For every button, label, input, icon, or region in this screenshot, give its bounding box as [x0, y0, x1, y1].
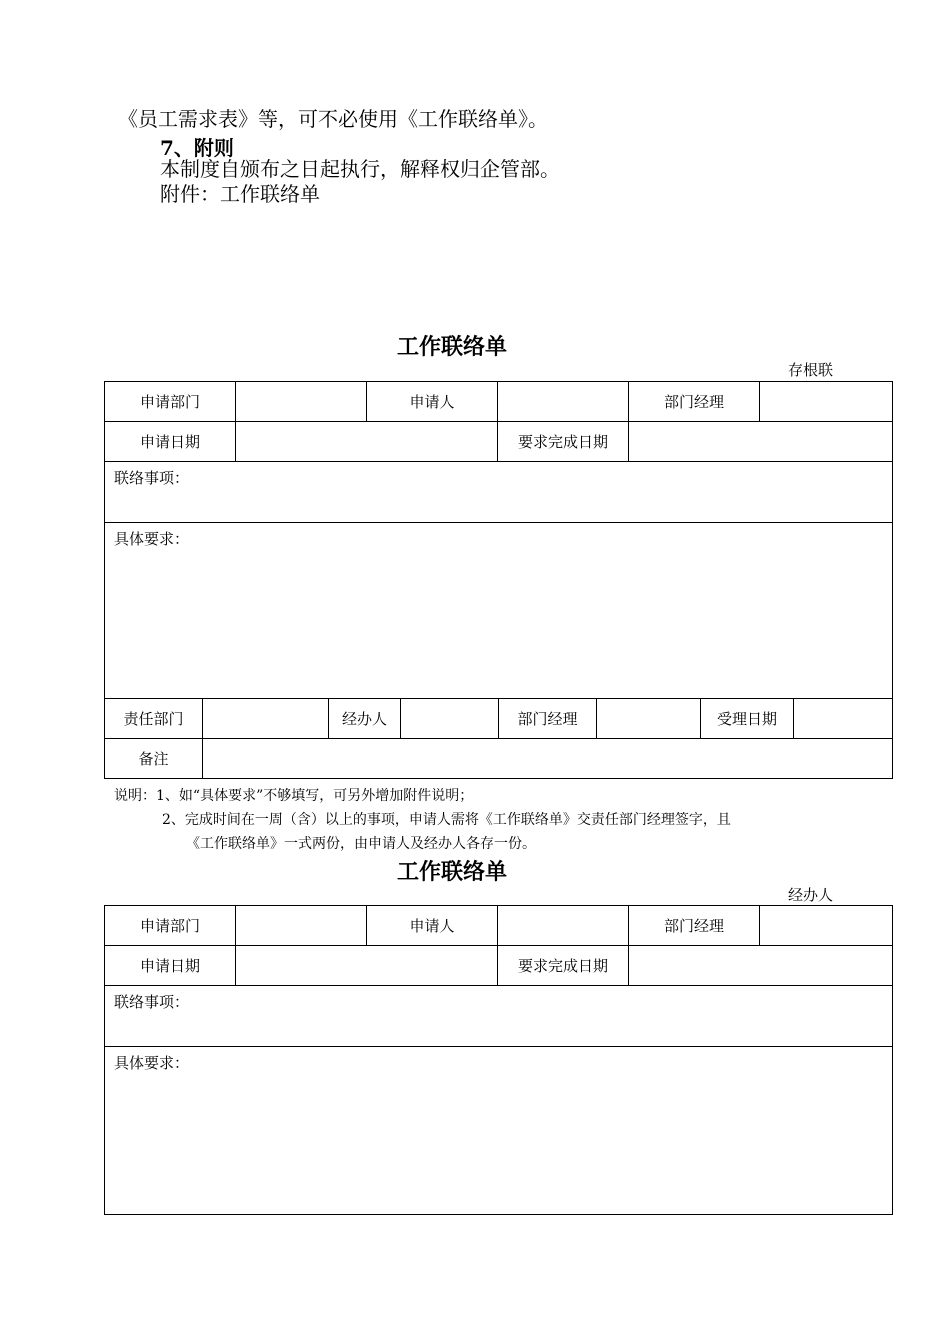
form2-table [104, 905, 893, 1215]
form2-title: 工作联络单 [397, 859, 508, 885]
form1-table-top [104, 381, 893, 699]
field-dept-manager[interactable] [760, 382, 893, 422]
form2-row-applicant [105, 906, 893, 946]
field-apply-date[interactable] [236, 422, 498, 462]
form1-row-liaison [105, 462, 893, 523]
field-apply-dept[interactable] [236, 382, 367, 422]
label-resp-dept: 责任部门 [105, 699, 203, 739]
section-heading: 7、附则 [160, 136, 234, 160]
label-detail-requirements: 具体要求： [114, 1054, 190, 1072]
field-detail-requirements[interactable] [105, 1047, 893, 1215]
field-handler[interactable] [401, 699, 499, 739]
form1-table-bottom [104, 698, 893, 779]
form1-title: 工作联络单 [397, 334, 508, 360]
field-remark[interactable] [203, 739, 893, 779]
label-apply-date: 申请日期 [105, 422, 236, 462]
field-apply-date[interactable] [236, 946, 498, 986]
field-due-date[interactable] [629, 422, 893, 462]
field-dept-manager[interactable] [760, 906, 893, 946]
form1-copy-label: 存根联 [788, 361, 834, 379]
label-applicant: 申请人 [367, 382, 498, 422]
field-accept-date[interactable] [794, 699, 893, 739]
field-detail-requirements[interactable] [105, 523, 893, 699]
label-remark: 备注 [105, 739, 203, 779]
field-due-date[interactable] [629, 946, 893, 986]
label-apply-dept: 申请部门 [105, 382, 236, 422]
form1-row-remark [105, 739, 893, 779]
form2-row-detail [105, 1047, 893, 1215]
label-due-date: 要求完成日期 [498, 946, 629, 986]
form2-row-dates [105, 946, 893, 986]
form1-row-handling [105, 699, 893, 739]
field-liaison-items[interactable] [105, 986, 893, 1047]
label-accept-date: 受理日期 [701, 699, 794, 739]
label-due-date: 要求完成日期 [498, 422, 629, 462]
label-liaison-items: 联络事项： [114, 993, 190, 1011]
field-liaison-items[interactable] [105, 462, 893, 523]
intro-line-1: 《员工需求表》等，可不必使用《工作联络单》。 [118, 107, 548, 131]
field-applicant[interactable] [498, 906, 629, 946]
field-resp-dept[interactable] [203, 699, 329, 739]
label-detail-requirements: 具体要求： [114, 530, 190, 548]
note-line-2: 2、完成时间在一周（含）以上的事项，申请人需将《工作联络单》交责任部门经理签字，且 [162, 812, 731, 828]
label-applicant: 申请人 [367, 906, 498, 946]
label-dept-manager-2: 部门经理 [499, 699, 597, 739]
label-dept-manager: 部门经理 [629, 382, 760, 422]
label-apply-date: 申请日期 [105, 946, 236, 986]
label-apply-dept: 申请部门 [105, 906, 236, 946]
field-applicant[interactable] [498, 382, 629, 422]
form2-row-liaison [105, 986, 893, 1047]
form1-row-dates [105, 422, 893, 462]
note-line-1: 说明：1、如“具体要求”不够填写，可另外增加附件说明； [114, 788, 474, 804]
form1-row-detail [105, 523, 893, 699]
label-handler: 经办人 [329, 699, 401, 739]
form2-copy-label: 经办人 [788, 886, 834, 904]
field-dept-manager-2[interactable] [597, 699, 701, 739]
label-dept-manager: 部门经理 [629, 906, 760, 946]
intro-line-2: 本制度自颁布之日起执行，解释权归企管部。 [160, 157, 560, 181]
note-line-3: 《工作联络单》一式两份，由申请人及经办人各存一份。 [186, 836, 536, 852]
field-apply-dept[interactable] [236, 906, 367, 946]
intro-line-3: 附件：工作联络单 [160, 182, 320, 206]
form1-row-applicant [105, 382, 893, 422]
label-liaison-items: 联络事项： [114, 469, 190, 487]
